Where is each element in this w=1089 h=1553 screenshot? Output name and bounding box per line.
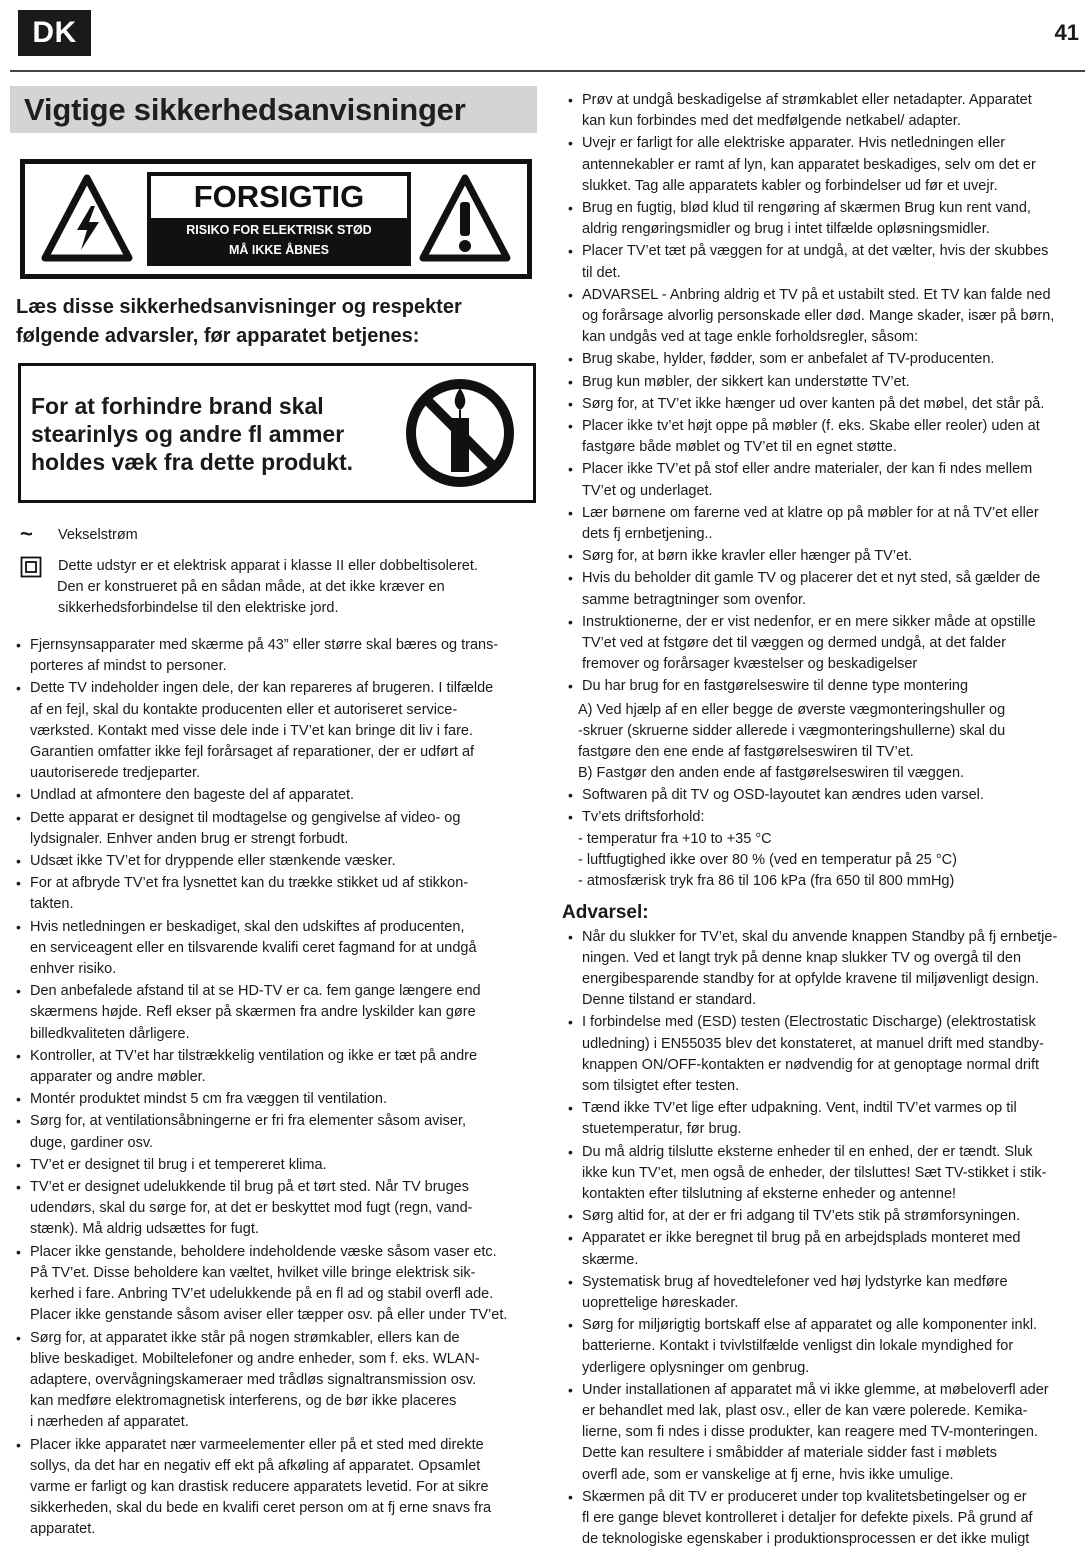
intro-line: følgende advarsler, før apparatet betjenes:	[16, 325, 420, 347]
list-item-line: • Uvejr er farligt for alle elektriske apparater. Hvis netledningen eller	[582, 135, 1006, 152]
list-item-line: værksted. Kontakt med visse dele inde i TV’et kan bringe dit liv i fare.	[30, 722, 474, 739]
list-item	[10, 785, 540, 806]
list-item-line: ningen. Ved et langt tryk på denne knap slukker TV og overgå til den	[582, 949, 1022, 966]
page-number: 41	[1054, 20, 1079, 45]
list-item	[562, 1098, 1084, 1140]
operating-conditions	[562, 829, 1084, 893]
list-item-line: • Instruktionerne, der er vist nedenfor, er en mere sikker måde at opstille	[582, 613, 1036, 630]
list-item-line: • Hvis netledningen er beskadiget, skal den udskiftes af producenten,	[30, 918, 465, 935]
left-safety-list	[10, 635, 540, 1541]
list-item-line: uautoriserede tredjeparter.	[30, 765, 201, 782]
list-item-line: • Sørg for, at ventilationsåbningerne er fri fra elementer såsom aviser,	[30, 1113, 467, 1130]
class2-text: sikkerhedsforbindelse til den elektriske jord.	[58, 600, 339, 616]
list-item	[562, 568, 1084, 610]
list-item-line: • ADVARSEL - Anbring aldrig et TV på et ustabilt sted. Et TV kan falde ned	[582, 286, 1051, 303]
list-item-line: • Sørg for, at apparatet ikke står på nogen strømkabler, ellers kan de	[30, 1329, 460, 1346]
list-item-line: fl ere gange blevet kontrolleret i detaljer for defekte pixels. På grund af	[582, 1510, 1033, 1526]
list-item	[562, 1315, 1084, 1379]
list-item-line: • TV’et er designet udelukkende til brug på et tørt sted. Når TV bruges	[30, 1179, 469, 1196]
list-item-line: enhver risiko.	[30, 961, 117, 978]
page-title: Vigtige sikkerhedsanvisninger	[24, 92, 466, 127]
list-item-line: yderligere oplysninger om genbrug.	[582, 1359, 810, 1376]
list-item-line: lierne, som fi ndes i disse produkter, kan reagere med TV-monteringen.	[582, 1424, 1038, 1441]
fire-warning-line: holdes væk fra dette produkt.	[31, 449, 354, 475]
list-item-line: • Hvis du beholder dit gamle TV og placerer det et nyt sted, så gælder de	[582, 570, 1041, 587]
list-item-line: • Systematisk brug af hovedtelefoner ved høj lydstyrke kan medføre	[582, 1273, 1008, 1290]
list-item-line: apparatet.	[30, 1521, 96, 1538]
sub-line: - temperatur fra +10 to +35 °C	[578, 830, 772, 847]
list-item-line: de teknologiske egenskaber i produktionsprocessen er det ikke muligt	[582, 1531, 1030, 1548]
sub-line: - luftfugtighed ikke over 80 % (ved en temperatur på 25 °C)	[578, 852, 957, 869]
caution-line-2: MÅ IKKE ÅBNES	[228, 243, 329, 257]
alternating-current-icon: ~	[20, 521, 33, 546]
caution-line-1: RISIKO FOR ELEKTRISK STØD	[186, 223, 372, 237]
list-item-line: kontakten efter tilslutning af eksterne enheder og antenne!	[582, 1185, 957, 1202]
list-item-line: uoprettelige høreskader.	[582, 1294, 739, 1311]
list-item-line: • Du må aldrig tilslutte eksterne enheder til en enhed, der er tændt. Sluk	[582, 1143, 1033, 1160]
list-item-line: På TV’et. Disse beholdere kan væltet, hvilket ville bringe elektrisk sik-	[30, 1264, 476, 1281]
list-item-line: blive beskadiget. Mobiltelefoner og andre enheder, som f. eks. WLAN-	[30, 1350, 480, 1367]
list-item-line: antennekabler er ramt af lyn, kan apparatet beskadiges, selv om det er	[582, 156, 1036, 173]
double-insulation-icon	[20, 556, 42, 578]
list-item-line: • Tv’ets driftsforhold:	[582, 808, 705, 825]
list-item	[562, 1487, 1084, 1551]
list-item-line: Denne tilstand er standard.	[582, 992, 757, 1009]
list-item	[562, 416, 1084, 458]
list-item-line: • Sørg for, at TV’et ikke hænger ud over kanten på det møbel, det står på.	[582, 395, 1045, 412]
ac-label: Vekselstrøm	[58, 527, 138, 543]
list-item-line: aldrig rengøringsmidler og brug i intet tilfælde opløsningsmidler.	[582, 221, 990, 238]
list-item-line: • Tænd ikke TV’et lige efter udpakning. Vent, indtil TV’et varmes op til	[582, 1100, 1017, 1117]
list-item-line: • Softwaren på dit TV og OSD-layoutet kan ændres uden varsel.	[582, 786, 984, 803]
list-item-line: dets fj ernbetjening..	[582, 526, 713, 543]
list-item-line: • Brug en fugtig, blød klud til rengøring af skærmen Brug kun rent vand,	[582, 200, 1031, 217]
list-item-line: • TV’et er designet til brug i et tempereret klima.	[30, 1156, 327, 1173]
list-item	[562, 503, 1084, 545]
list-item-line: en serviceagent eller en tilsvarende kvalifi ceret fagmand for at undgå	[30, 939, 477, 956]
list-item-line: • Undlad at afmontere den bageste del af apparatet.	[30, 787, 355, 804]
list-item-line: lydsignaler. Enhver anden brug er strengt forbudt.	[30, 830, 349, 847]
right-column	[562, 90, 1084, 1551]
list-item-line: • Apparatet er ikke beregnet til brug på en arbejdsplads monteret med	[582, 1230, 1021, 1247]
list-item-line: • Den anbefalede afstand til at se HD-TV er ca. fem gange længere end	[30, 983, 481, 1000]
left-column	[10, 86, 540, 1542]
list-item-line: i nærheden af apparatet.	[30, 1414, 189, 1431]
list-item-line: TV’et og underlaget.	[582, 482, 713, 499]
no-candles-icon	[403, 376, 517, 490]
list-item	[10, 635, 540, 677]
list-item-line: • Lær børnene om farerne ved at klatre op på møbler for at nå TV’et eller	[582, 504, 1039, 521]
list-item-line: • Sørg altid for, at der er fri adgang til TV’ets stik på strømforsyningen.	[582, 1208, 1021, 1225]
list-item-line: kerhed i fare. Anbring TV’et udelukkende på en fl ad og stabil overfl ade.	[30, 1286, 494, 1303]
list-item	[562, 285, 1084, 349]
list-item-line: ikke kun TV’et, men også de enheder, der tilsluttes! Sæt TV-stikket i stik-	[582, 1164, 1047, 1181]
list-item-line: samme betragtninger som ovenfor.	[582, 591, 807, 608]
list-item	[562, 241, 1084, 283]
list-item-line: • Placer ikke apparatet nær varmeelementer eller på et sted med direkte	[30, 1436, 484, 1453]
sub-line: -skruer (skruerne sidder allerede i vægmonteringshullerne) skal du	[578, 722, 1006, 739]
list-item	[10, 1435, 540, 1541]
list-item-line: energibesparende standby for at opfylde kravene til miljøvenligt design.	[582, 970, 1040, 987]
sub-line: fastgøre den ene ende af fastgørelseswiren til TV’et.	[578, 744, 914, 761]
list-item	[562, 1380, 1084, 1486]
warning-heading: Advarsel:	[562, 901, 649, 923]
list-item-line: • Du har brug for en fastgørelseswire til denne type montering	[582, 678, 969, 695]
list-item	[10, 1328, 540, 1434]
class2-text: Den er konstrueret på en sådan måde, at det ikke kræver en	[57, 579, 445, 595]
list-item	[562, 612, 1084, 676]
list-item-line: • Sørg for miljørigtig bortskaff else af apparatet og alle komponenter inkl.	[582, 1317, 1038, 1334]
list-item-line: • Placer ikke tv’et højt oppe på møbler (f. eks. Skabe eller reoler) uden at	[582, 418, 1040, 435]
list-item-line: stuetemperatur, før brug.	[582, 1121, 742, 1138]
list-item-line: fastgøre både møblet og TV’et til en egnet støtte.	[582, 439, 897, 456]
list-item	[562, 1228, 1084, 1270]
list-item	[10, 1242, 540, 1327]
sub-line: - atmosfærisk tryk fra 86 til 106 kPa (fra 650 til 800 mmHg)	[578, 873, 955, 890]
list-item-line: er behandlet med lak, plast osv., eller de kan være polerede. Kemika-	[582, 1402, 1028, 1419]
list-item	[562, 546, 1084, 567]
list-item-line: TV’et ved at fstgøre det til væggen og dermed undgå, at det falder	[582, 635, 1006, 652]
list-item-line: billedkvaliteten dårligere.	[30, 1025, 190, 1042]
list-item	[10, 1089, 540, 1110]
list-item	[10, 917, 540, 981]
right-safety-list-2	[562, 785, 1084, 828]
list-item	[10, 1046, 540, 1088]
list-item-line: som tilsigtet efter testen.	[582, 1077, 740, 1094]
list-item	[562, 133, 1084, 197]
warning-list	[562, 927, 1084, 1551]
list-item-line: kan undgås ved at tage enkle forholdsregler, såsom:	[582, 329, 919, 346]
list-item-line: fremover og forårsager kvæstelser og beskadigelser	[582, 656, 918, 673]
list-item-line: til det.	[582, 264, 621, 281]
intro-text	[16, 293, 540, 351]
list-item-line: porteres af mindst to personer.	[30, 658, 227, 675]
list-item-line: varme er farligt og kan drastisk reducere apparatets levetid. For at sikre	[30, 1478, 489, 1495]
list-item-line: adaptere, overvågningskameraer med trådløs signaltransmission osv.	[30, 1371, 477, 1388]
list-item-line: og forårsage alvorlig personskade eller død. Mange skader, især på børn,	[582, 308, 1055, 325]
list-item	[10, 1111, 540, 1153]
list-item	[562, 785, 1084, 806]
list-item-line: • Skærmen på dit TV er produceret under top kvalitetsbetingelser og er	[582, 1488, 1027, 1505]
list-item-line: • Sørg for, at børn ikke kravler eller hænger på TV’et.	[582, 548, 913, 565]
list-item-line: overfl ade, som er vanskelige at fj erne, hvis ikke umulige.	[582, 1466, 954, 1483]
list-item	[562, 349, 1084, 370]
title-bar	[10, 86, 537, 133]
list-item-line: • Montér produktet mindst 5 cm fra væggen til ventilation.	[30, 1091, 388, 1108]
list-item-line: takten.	[30, 896, 74, 913]
list-item	[562, 1272, 1084, 1314]
list-item-line: • Under installationen af apparatet må vi ikke glemme, at møbeloverfl ader	[582, 1381, 1049, 1398]
class2-symbol-row	[10, 556, 540, 619]
list-item-line: Placer ikke genstande såsom aviser eller tæpper osv. på eller under TV’et.	[30, 1307, 508, 1324]
list-item	[10, 1155, 540, 1176]
caution-panel	[147, 172, 411, 266]
list-item-line: skærmens højde. Refl ekser på skærmen fra andre lyskilder kan gøre	[30, 1004, 476, 1021]
list-item-line: • Brug skabe, hylder, fødder, som er anbefalet af TV-producenten.	[582, 351, 995, 368]
list-item-line: kan medføre elektromagnetisk interferens, og de bør ikke placeres	[30, 1393, 457, 1410]
list-item-line: • Placer TV’et tæt på væggen for at undgå, at det vælter, hvis der skubbes	[582, 243, 1049, 260]
list-item	[562, 676, 1084, 697]
list-item	[562, 927, 1084, 1012]
list-item-line: • Fjernsynsapparater med skærme på 43” eller større skal bæres og trans-	[30, 637, 499, 653]
mounting-steps	[562, 700, 1084, 785]
list-item-line: • I forbindelse med (ESD) testen (Electrostatic Discharge) (elektrostatisk	[582, 1014, 1036, 1031]
list-item-line: batterierne. Kontakt i tvivlstilfælde venligst din lokale myndighed for	[582, 1338, 1014, 1355]
fire-warning-line: stearinlys og andre fl ammer	[31, 421, 345, 447]
list-item-line: af en fejl, skal du kontakte producenten eller et autoriseret service-	[30, 701, 458, 718]
language-badge: DK	[18, 10, 91, 56]
list-item	[10, 678, 540, 784]
list-item-line: Garantien omfatter ikke fejl forårsaget af reparationer, der er udført af	[30, 744, 475, 761]
list-item-line: kan kun forbindes med det medfølgende netkabel/ adapter.	[582, 113, 961, 130]
class2-text: Dette udstyr er et elektrisk apparat i klasse II eller dobbeltisoleret.	[58, 558, 478, 574]
fire-warning-box	[18, 363, 536, 503]
list-item	[10, 981, 540, 1045]
list-item	[562, 1142, 1084, 1206]
list-item-line: • Dette TV indeholder ingen dele, der kan repareres af brugeren. I tilfælde	[30, 680, 494, 697]
list-item	[10, 873, 540, 915]
intro-line: Læs disse sikkerhedsanvisninger og respekter	[16, 296, 462, 318]
header-divider	[10, 70, 1085, 72]
list-item-line: sikkerheden, skal du bede en kvalifi ceret person om at fj erne snavs fra	[30, 1500, 492, 1517]
list-item-line: knappen ON/OFF-kontakten er nødvendig for at genoptage normal drift	[582, 1056, 1039, 1073]
list-item-line: apparater og andre møbler.	[30, 1069, 206, 1086]
sub-line: B) Fastgør den anden ende af fastgørelseswiren til væggen.	[578, 765, 965, 782]
list-item-line: • Brug kun møbler, der sikkert kan understøtte TV’et.	[582, 373, 910, 390]
list-item	[562, 198, 1084, 240]
right-safety-list	[562, 90, 1084, 698]
list-item-line: • Dette apparat er designet til modtagelse og gengivelse af video- og	[30, 809, 461, 826]
list-item-line: • Placer ikke TV’et på stof eller andre materialer, der kan fi ndes mellem	[582, 461, 1033, 478]
list-item	[562, 459, 1084, 501]
list-item	[562, 90, 1084, 132]
list-item-line: Dette kan resultere i småbidder af materiale sidder fast i møblets	[582, 1445, 998, 1462]
fire-warning-text	[31, 392, 353, 476]
list-item	[562, 394, 1084, 415]
list-item-line: stænk). Må aldrig udsættes for fugt.	[30, 1221, 259, 1238]
list-item-line: • For at afbryde TV’et fra lysnettet kan du trække stikket ud af stikkon-	[30, 875, 469, 892]
electric-shock-icon	[39, 172, 135, 266]
list-item-line: slukket. Tag alle apparatets kabler og forbindelser ud før et uvejr.	[582, 177, 998, 194]
list-item-line: sollys, da det har en negativ eff ekt på afkøling af apparatet. Opsamlet	[30, 1457, 481, 1474]
list-item	[562, 1206, 1084, 1227]
list-item-line: • Placer ikke genstande, beholdere indeholdende væske såsom vaser etc.	[30, 1243, 497, 1260]
list-item	[562, 372, 1084, 393]
caution-heading: FORSIGTIG	[151, 176, 407, 218]
list-item-line: udledning) i EN55035 blev det konstateret, at manuel drift med standby-	[582, 1035, 1044, 1052]
list-item	[10, 851, 540, 872]
list-item-line: udendørs, skal du sørge for, at det er beskyttet mod fugt (regn, vand-	[30, 1200, 473, 1217]
exclamation-warning-icon	[417, 172, 513, 266]
list-item	[10, 1177, 540, 1241]
sub-line: A) Ved hjælp af en eller begge de øverste vægmonteringshuller og	[578, 701, 1006, 718]
list-item-line: • Prøv at undgå beskadigelse af strømkablet eller netadapter. Apparatet	[582, 92, 1032, 108]
list-item-line: • Udsæt ikke TV’et for dryppende eller stænkende væsker.	[30, 853, 396, 870]
list-item-line: skærme.	[582, 1251, 639, 1268]
list-item	[562, 807, 1084, 828]
shock-warning-label	[20, 159, 532, 279]
list-item-line: duge, gardiner osv.	[30, 1134, 154, 1151]
list-item-line: • Når du slukker for TV’et, skal du anvende knappen Standby på fj ernbetje-	[582, 928, 1058, 945]
list-item	[562, 1012, 1084, 1097]
fire-warning-line: For at forhindre brand skal	[31, 393, 324, 419]
list-item	[10, 808, 540, 850]
list-item-line: • Kontroller, at TV’et har tilstrækkelig ventilation og ikke er tæt på andre	[30, 1047, 478, 1064]
ac-symbol-row	[10, 521, 540, 546]
